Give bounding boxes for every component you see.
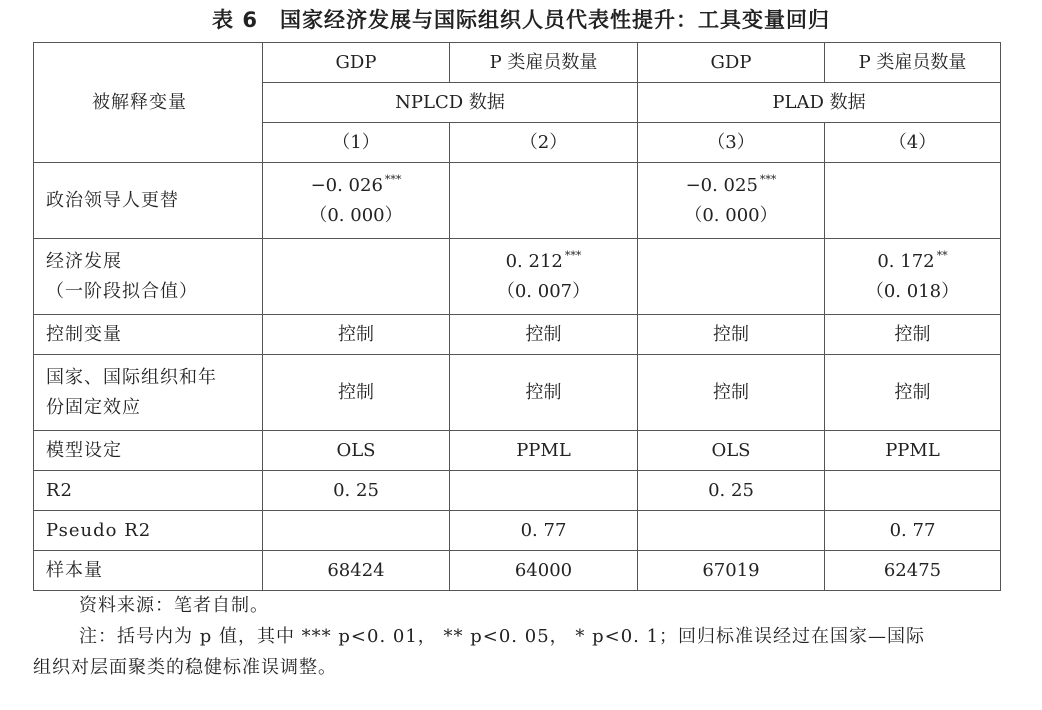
row-label-fixed-effects: 国家、国际组织和年 份固定效应 [34, 355, 263, 431]
data-source-plad: PLAD 数据 [638, 83, 1001, 123]
cell-model-col1: OLS [263, 431, 450, 471]
data-source-nplcd: NPLCD 数据 [263, 83, 638, 123]
cell-econ-col3 [638, 239, 825, 315]
dep-var-col3: GDP [638, 43, 825, 83]
cell-n-col4: 62475 [825, 551, 1001, 591]
coefficient: 0. 212 *** [505, 248, 582, 272]
cell-econ-col1 [263, 239, 450, 315]
dep-var-col2: P 类雇员数量 [450, 43, 638, 83]
cell-econ-col2 [450, 239, 638, 315]
table-number: 表 6 [212, 8, 258, 32]
cell-controls-col1: 控制 [263, 315, 450, 355]
row-label-economic-development: 经济发展 （一阶段拟合值） [34, 239, 263, 315]
p-value: （0. 000） [684, 204, 778, 226]
source-note: 资料来源：笔者自制。 [79, 595, 269, 616]
cell-pseudo-r2-col1 [263, 511, 450, 551]
significance-stars: *** [759, 172, 777, 186]
significance-stars: *** [384, 172, 402, 186]
cell-leader-col2 [450, 163, 638, 239]
row-label-r2: R2 [34, 471, 263, 511]
row-r2 [34, 471, 1001, 511]
row-leader-turnover [34, 163, 1001, 239]
cell-fe-col1: 控制 [263, 355, 450, 431]
cell-r2-col3: 0. 25 [638, 471, 825, 511]
cell-fe-col3: 控制 [638, 355, 825, 431]
coefficient: 0. 172 ** [877, 248, 948, 272]
footnote-line-1: 注：括号内为 p 值，其中 *** p<0. 01， ** p<0. 05， * p<0. 1；回归标准误经过在国家—国际 [79, 626, 926, 647]
row-label-control-variables: 控制变量 [34, 315, 263, 355]
cell-leader-col4 [825, 163, 1001, 239]
p-value: （0. 007） [496, 280, 591, 302]
significance-stars: ** [936, 248, 948, 262]
cell-pseudo-r2-col2: 0. 77 [450, 511, 638, 551]
p-value: （0. 018） [865, 280, 960, 302]
cell-r2-col1: 0. 25 [263, 471, 450, 511]
cell-leader-col3 [638, 163, 825, 239]
coefficient: −0. 025 *** [685, 172, 777, 196]
cell-model-col3: OLS [638, 431, 825, 471]
regression-table [33, 42, 1001, 591]
cell-econ-col4 [825, 239, 1001, 315]
cell-fe-col2: 控制 [450, 355, 638, 431]
cell-n-col1: 68424 [263, 551, 450, 591]
header-row-dependent-vars [34, 43, 1001, 83]
dep-var-col4: P 类雇员数量 [825, 43, 1001, 83]
table-caption [0, 2, 1042, 38]
cell-r2-col2 [450, 471, 638, 511]
column-number-1: （1） [263, 123, 450, 163]
cell-leader-col1 [263, 163, 450, 239]
cell-controls-col3: 控制 [638, 315, 825, 355]
column-number-3: （3） [638, 123, 825, 163]
row-label-sample-size: 样本量 [34, 551, 263, 591]
cell-pseudo-r2-col4: 0. 77 [825, 511, 1001, 551]
row-label-leader-turnover: 政治领导人更替 [34, 163, 263, 239]
cell-pseudo-r2-col3 [638, 511, 825, 551]
significance-stars: *** [564, 248, 582, 262]
table-title: 国家经济发展与国际组织人员代表性提升：工具变量回归 [279, 8, 830, 32]
cell-controls-col4: 控制 [825, 315, 1001, 355]
row-economic-development [34, 239, 1001, 315]
cell-n-col2: 64000 [450, 551, 638, 591]
footnote-line-2: 组织对层面聚类的稳健标准误调整。 [33, 657, 337, 678]
column-number-4: （4） [825, 123, 1001, 163]
coefficient: −0. 026 *** [310, 172, 402, 196]
cell-r2-col4 [825, 471, 1001, 511]
cell-model-col2: PPML [450, 431, 638, 471]
cell-fe-col4: 控制 [825, 355, 1001, 431]
p-value: （0. 000） [309, 204, 403, 226]
row-pseudo-r2 [34, 511, 1001, 551]
cell-model-col4: PPML [825, 431, 1001, 471]
row-label-pseudo-r2: Pseudo R2 [34, 511, 263, 551]
column-number-2: （2） [450, 123, 638, 163]
row-label-model-spec: 模型设定 [34, 431, 263, 471]
row-model-spec [34, 431, 1001, 471]
table-notes [33, 590, 1005, 683]
row-sample-size [34, 551, 1001, 591]
row-control-variables [34, 315, 1001, 355]
cell-controls-col2: 控制 [450, 315, 638, 355]
dep-var-col1: GDP [263, 43, 450, 83]
cell-n-col3: 67019 [638, 551, 825, 591]
dependent-variable-label: 被解释变量 [34, 43, 263, 163]
row-fixed-effects [34, 355, 1001, 431]
